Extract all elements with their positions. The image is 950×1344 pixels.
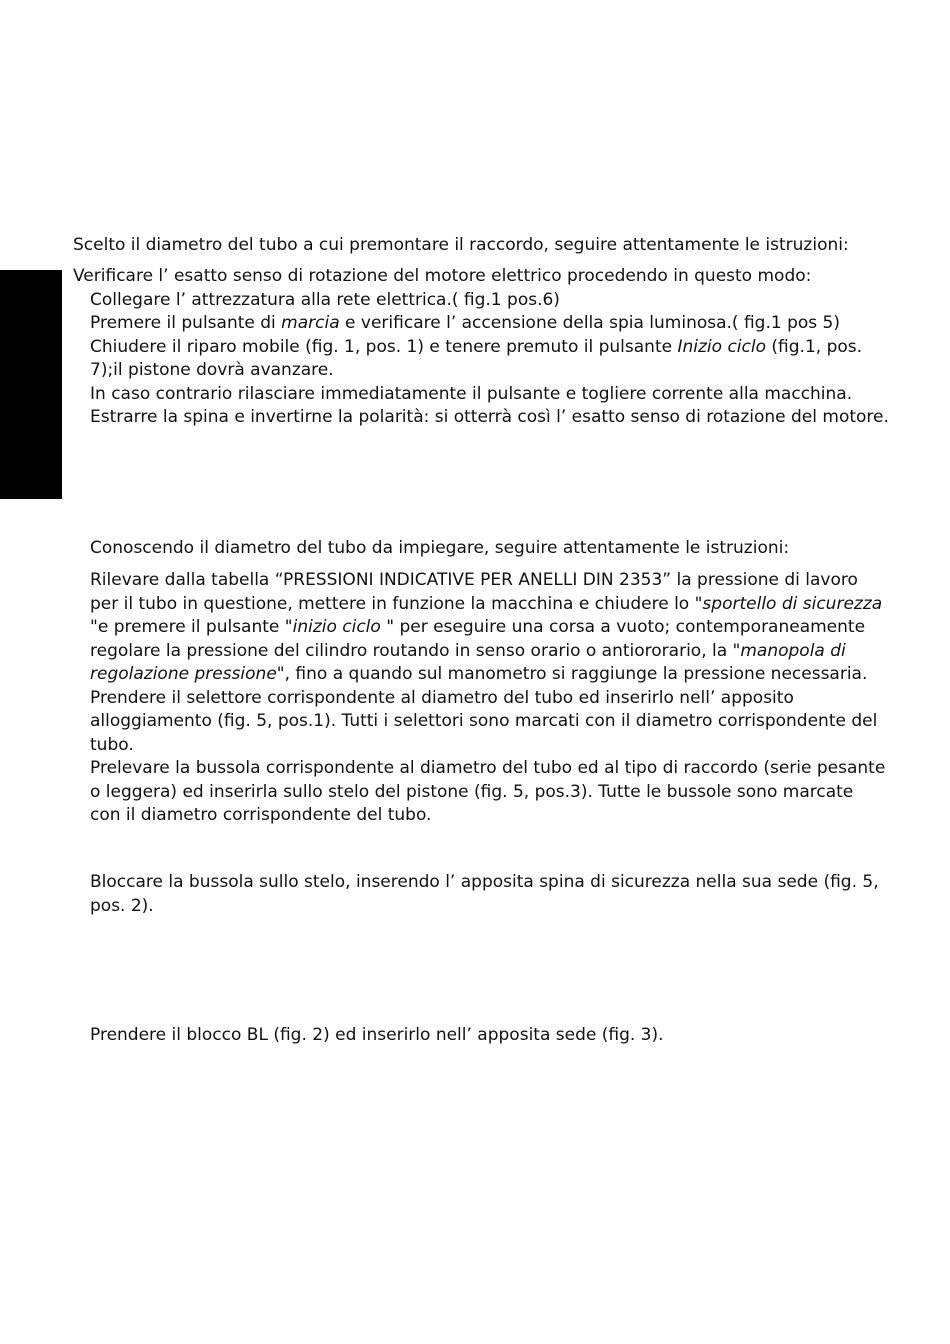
rotation-steps bbox=[73, 289, 889, 430]
rotation-step-2: Premere il pulsante di marcia e verificare l’ accensione della spia luminosa.( fig.1 pos 5) bbox=[90, 313, 840, 333]
pressure-line-6: Prendere il selettore corrispondente al diametro del tubo ed inserirlo nell’ apposito bbox=[90, 687, 794, 708]
lock-bush-section bbox=[90, 871, 879, 918]
rotation-heading: Verificare l’ esatto senso di rotazione del motore elettrico procedendo in questo modo: bbox=[73, 266, 812, 286]
block-bl-paragraph: Prendere il blocco BL (fig. 2) ed inserirlo nell’ apposita sede (fig. 3). bbox=[90, 1025, 664, 1045]
pressure-setup-section bbox=[90, 569, 885, 828]
rotation-step-1: Collegare l’ attrezzatura alla rete elettrica.( fig.1 pos.6) bbox=[90, 289, 560, 310]
pressure-line-5: regolazione pressione", fino a quando sul manometro si raggiunge la pressione necessaria. bbox=[90, 664, 868, 684]
rotation-check-section bbox=[73, 265, 889, 430]
knowing-paragraph: Conoscendo il diametro del tubo da impiegare, seguire attentamente le istruzioni: bbox=[90, 538, 790, 558]
pressure-line-3: "e premere il pulsante "inizio ciclo " per eseguire una corsa a vuoto; contemporaneamente bbox=[90, 617, 866, 637]
lock-line-2: pos. 2). bbox=[90, 895, 154, 916]
pressure-line-11: con il diametro corrispondente del tubo. bbox=[90, 805, 432, 825]
rotation-step-3: Chiudere il riparo mobile (fig. 1, pos. 1) e tenere premuto il pulsante Inizio ciclo (fig.1, pos. bbox=[90, 336, 863, 357]
pressure-line-4: regolare la pressione del cilindro routando in senso orario o antiororario, la "manopola di bbox=[90, 640, 846, 661]
lock-line-1: Bloccare la bussola sullo stelo, inserendo l’ apposita spina di sicurezza nella sua sede (fig. 5, bbox=[90, 872, 879, 892]
rotation-step-4: In caso contrario rilasciare immediatamente il pulsante e togliere corrente alla macchina. bbox=[90, 383, 853, 404]
side-tab-marker bbox=[0, 270, 62, 499]
pressure-line-2: per il tubo in questione, mettere in funzione la macchina e chiudere lo "sportello di sicurezza bbox=[90, 593, 883, 614]
intro-paragraph: Scelto il diametro del tubo a cui premontare il raccordo, seguire attentamente le istruzioni: bbox=[73, 235, 849, 255]
pressure-line-8: tubo. bbox=[90, 734, 134, 755]
rotation-step-3-cont: 7);il pistone dovrà avanzare. bbox=[90, 360, 334, 380]
pressure-line-1: Rilevare dalla tabella “PRESSIONI INDICATIVE PER ANELLI DIN 2353” la pressione di lavoro bbox=[90, 570, 858, 590]
rotation-step-5: Estrarre la spina e invertirne la polarità: si otterrà così l’ esatto senso di rotazione del motore. bbox=[90, 407, 889, 427]
pressure-line-10: o leggera) ed inserirla sullo stelo del pistone (fig. 5, pos.3). Tutte le bussole sono marcate bbox=[90, 781, 854, 802]
pressure-line-7: alloggiamento (fig. 5, pos.1). Tutti i selettori sono marcati con il diametro corrispondente del bbox=[90, 711, 878, 731]
pressure-line-9: Prelevare la bussola corrispondente al diametro del tubo ed al tipo di raccordo (serie pesante bbox=[90, 758, 886, 778]
